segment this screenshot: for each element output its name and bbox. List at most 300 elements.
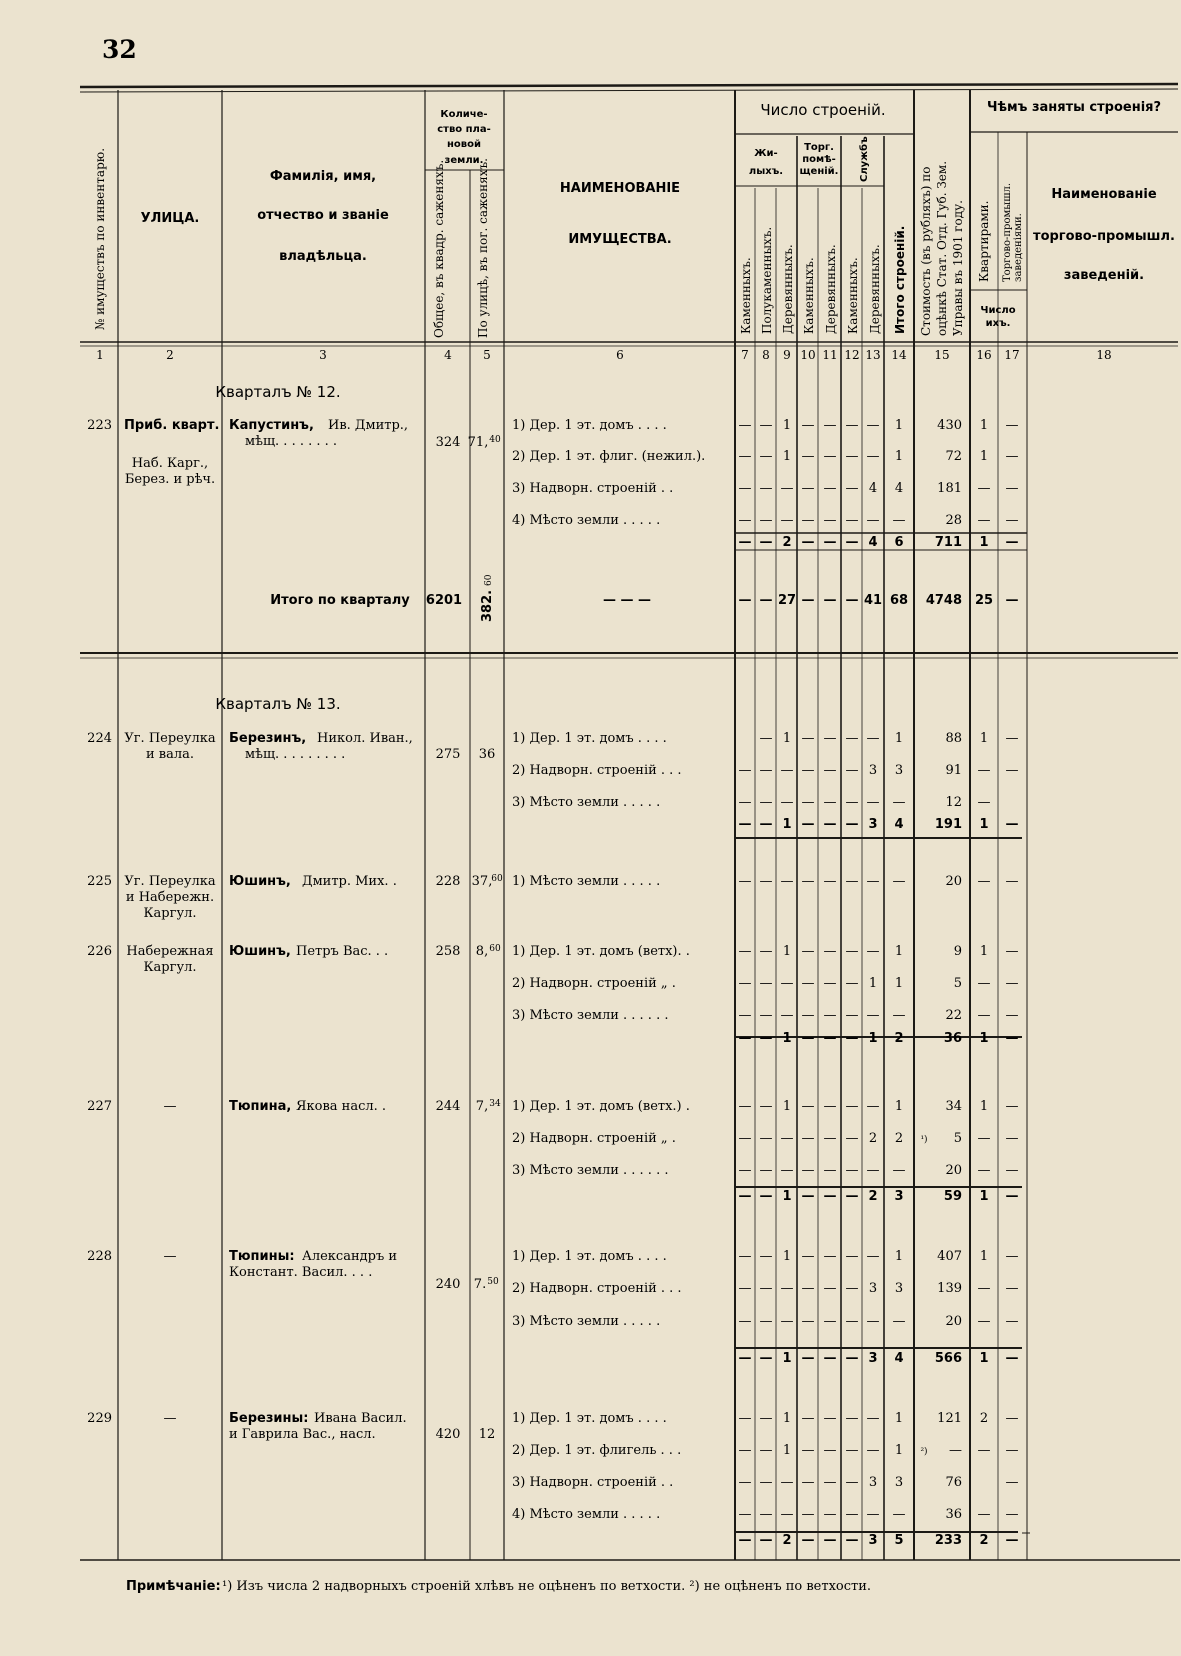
cell-d11: — bbox=[823, 817, 837, 832]
header-count-line2: ихъ. bbox=[985, 318, 1011, 329]
cell-d7: — bbox=[738, 535, 752, 550]
cell-d14: 6 bbox=[894, 535, 904, 550]
cell-d8: — bbox=[759, 1411, 773, 1426]
cell-d11: — bbox=[823, 1131, 837, 1146]
cell-d16: 1 bbox=[979, 418, 989, 433]
header-trade-line3: щеній. bbox=[799, 166, 839, 177]
cell-d7: — bbox=[738, 449, 752, 464]
cell-d16: 1 bbox=[979, 731, 989, 746]
table-rows bbox=[512, 418, 1019, 1548]
cell-d14: 1 bbox=[894, 1099, 904, 1114]
footnote-marker: ¹) bbox=[920, 1135, 928, 1145]
inventory-number: 223 bbox=[87, 418, 112, 433]
property-item: 3) Мѣсто земли . . . . . bbox=[512, 1314, 661, 1329]
cell-d12: — bbox=[845, 593, 859, 608]
cell-d16: 1 bbox=[979, 1249, 989, 1264]
cell-d10: — bbox=[801, 418, 815, 433]
header-property-line2: ИМУЩЕСТВА. bbox=[568, 232, 672, 247]
cell-d11: — bbox=[823, 535, 837, 550]
cell-d17: — bbox=[1005, 1189, 1019, 1204]
cell-d12: — bbox=[845, 1533, 859, 1548]
cell-d8: — bbox=[759, 418, 773, 433]
cell-d11: — bbox=[823, 976, 837, 991]
cell-d16: — bbox=[977, 513, 991, 528]
street-name: Уг. Переулка bbox=[124, 874, 216, 889]
property-item: 3) Мѣсто земли . . . . . . bbox=[512, 1163, 669, 1178]
cell-d17: — bbox=[1005, 976, 1019, 991]
property-item: 4) Мѣсто земли . . . . . bbox=[512, 513, 661, 528]
cell-d10: — bbox=[801, 1351, 815, 1366]
cell-d7: — bbox=[738, 1131, 752, 1146]
street-length-fraction: 34 bbox=[489, 1099, 501, 1109]
cell-d10: — bbox=[801, 1099, 815, 1114]
property-item: 3) Надворн. строеній . . bbox=[512, 481, 674, 496]
quarter-title: Кварталъ № 13. bbox=[215, 695, 341, 713]
cell-d9: 2 bbox=[782, 1533, 792, 1548]
cell-d9: — bbox=[780, 1314, 794, 1329]
cell-d14: 3 bbox=[894, 1475, 904, 1490]
street-name: Набережная bbox=[126, 944, 214, 959]
cell-d7: — bbox=[738, 795, 752, 810]
column-number: 2 bbox=[166, 348, 174, 362]
header-owner-line3: владѣльца. bbox=[279, 249, 367, 264]
cost-value: 5 bbox=[953, 1131, 962, 1146]
cost-value: 12 bbox=[945, 795, 962, 810]
cell-d8: — bbox=[759, 1163, 773, 1178]
header-col14: Итого строеній. bbox=[893, 225, 907, 334]
cell-d16: 2 bbox=[979, 1411, 989, 1426]
cell-d17: — bbox=[1005, 1507, 1019, 1522]
cell-d9: — bbox=[780, 795, 794, 810]
cell-d13: 3 bbox=[868, 1533, 878, 1548]
cell-d16: 1 bbox=[979, 1351, 989, 1366]
owner-status: мѣщ. . . . . . . . bbox=[245, 434, 338, 449]
cell-d12: — bbox=[845, 1314, 859, 1329]
cell-d13: — bbox=[866, 1314, 880, 1329]
cell-d14: 1 bbox=[894, 449, 904, 464]
cell-d14: 1 bbox=[894, 944, 904, 959]
cell-d8: — bbox=[759, 874, 773, 889]
cell-d13: — bbox=[866, 418, 880, 433]
cell-d14: 2 bbox=[894, 1131, 904, 1146]
header-col13: Деревянныхъ. bbox=[868, 244, 882, 334]
cost-value: 233 bbox=[934, 1533, 962, 1548]
header-inventory-number: № имуществъ по инвентарю. bbox=[93, 147, 107, 330]
cell-d17: — bbox=[1005, 513, 1019, 528]
cell-d9: 1 bbox=[782, 418, 792, 433]
cell-d9: — bbox=[780, 1163, 794, 1178]
cell-d13: 4 bbox=[868, 535, 878, 550]
cost-value: 4748 bbox=[925, 593, 962, 608]
owner-status: мѣщ. . . . . . . . . bbox=[245, 747, 346, 762]
cell-d7: — bbox=[738, 418, 752, 433]
cell-d14: 4 bbox=[894, 481, 904, 496]
street-name: Приб. кварт. bbox=[124, 418, 220, 433]
cost-value: 566 bbox=[934, 1351, 962, 1366]
street-length: 7. bbox=[473, 1277, 487, 1292]
cell-d13: — bbox=[866, 731, 880, 746]
property-item: 1) Мѣсто земли . . . . . bbox=[512, 874, 661, 889]
cell-d11: — bbox=[823, 1163, 837, 1178]
cell-d12: — bbox=[845, 1163, 859, 1178]
header-col9: Деревянныхъ. bbox=[781, 244, 795, 334]
cell-d9: — bbox=[780, 976, 794, 991]
cell-d17: — bbox=[1005, 731, 1019, 746]
cell-d17: — bbox=[1005, 1281, 1019, 1296]
cell-d9: 1 bbox=[782, 449, 792, 464]
owner-name: Ив. Дмитр., bbox=[328, 418, 409, 433]
header-col12: Каменныхъ. bbox=[846, 257, 860, 334]
header-residential-line2: лыхъ. bbox=[748, 166, 784, 177]
cell-d9: — bbox=[780, 1008, 794, 1023]
cell-d17: — bbox=[1005, 1314, 1019, 1329]
cell-d16: — bbox=[977, 1131, 991, 1146]
cell-d10: — bbox=[801, 1163, 815, 1178]
cell-d9: 1 bbox=[782, 817, 792, 832]
cell-d16: 1 bbox=[979, 1099, 989, 1114]
street-name-line2: Наб. Карг., bbox=[131, 456, 209, 471]
cell-d12: — bbox=[845, 763, 859, 778]
cell-d17: — bbox=[1005, 1475, 1019, 1490]
land-area: 228 bbox=[435, 874, 461, 889]
cell-d11: — bbox=[823, 1249, 837, 1264]
cell-d8: — bbox=[759, 763, 773, 778]
street-length: 7, bbox=[475, 1099, 489, 1114]
cell-d12: — bbox=[845, 1031, 859, 1046]
column-number: 16 bbox=[976, 348, 992, 362]
header-col17-line2: заведеніями. bbox=[1013, 213, 1024, 282]
cell-d16: — bbox=[977, 976, 991, 991]
cell-d9: — bbox=[780, 1475, 794, 1490]
property-item: 1) Дер. 1 эт. домъ . . . . bbox=[512, 418, 667, 433]
cell-d8: — bbox=[759, 795, 773, 810]
cell-d12: — bbox=[845, 1099, 859, 1114]
column-number: 6 bbox=[616, 348, 624, 362]
cost-value: 9 bbox=[953, 944, 962, 959]
cell-d13: 1 bbox=[868, 1031, 878, 1046]
cell-d8: — bbox=[759, 1314, 773, 1329]
cost-value: 36 bbox=[943, 1031, 962, 1046]
quarter-12 bbox=[87, 383, 501, 487]
cell-d12: — bbox=[845, 1475, 859, 1490]
cell-d11: — bbox=[823, 1314, 837, 1329]
cell-d11: — bbox=[823, 593, 837, 608]
quarter-total-dash: — — — bbox=[602, 593, 652, 608]
land-area: 240 bbox=[435, 1277, 461, 1292]
cell-d10: — bbox=[801, 817, 815, 832]
cell-d8: — bbox=[759, 449, 773, 464]
owner-name-line2: и Гаврила Вас., насл. bbox=[229, 1427, 376, 1442]
column-number: 10 bbox=[800, 348, 816, 362]
column-number: 17 bbox=[1004, 348, 1020, 362]
cell-d11: — bbox=[823, 1351, 837, 1366]
cell-d11: — bbox=[823, 1507, 837, 1522]
land-area: 244 bbox=[435, 1099, 461, 1114]
property-item: 2) Надворн. строеній „ . bbox=[512, 976, 676, 991]
street-name-line3: Берез. и рѣч. bbox=[124, 472, 216, 487]
cell-d13: — bbox=[866, 449, 880, 464]
cost-value: 91 bbox=[945, 763, 962, 778]
cell-d8: — bbox=[759, 731, 773, 746]
cell-d11: — bbox=[823, 731, 837, 746]
cell-d14: 68 bbox=[889, 593, 909, 608]
cell-d13: — bbox=[866, 1443, 880, 1458]
owner-name-line2: Констант. Васил. . . . bbox=[229, 1265, 373, 1280]
column-number: 11 bbox=[822, 348, 838, 362]
footnote-text: ¹) Изъ числа 2 надворныхъ строеній хлѣвъ не оцѣненъ по ветхости. ²) не оцѣненъ по ветхости. bbox=[222, 1579, 871, 1594]
cell-d14: 1 bbox=[894, 731, 904, 746]
cell-d10: — bbox=[801, 481, 815, 496]
cell-d11: — bbox=[823, 1189, 837, 1204]
property-item: 2) Дер. 1 эт. флигель . . . bbox=[512, 1443, 682, 1458]
owner-name: Никол. Иван., bbox=[317, 731, 413, 746]
cell-d13: 4 bbox=[868, 481, 878, 496]
cell-d10: — bbox=[801, 1131, 815, 1146]
cell-d13: — bbox=[866, 513, 880, 528]
cost-value: 181 bbox=[937, 481, 962, 496]
cell-d13: 3 bbox=[868, 763, 878, 778]
street-name: — bbox=[163, 1099, 177, 1114]
header-property-line1: НАИМЕНОВАНІЕ bbox=[559, 181, 681, 196]
cell-d9: 1 bbox=[782, 944, 792, 959]
cell-d11: — bbox=[823, 1475, 837, 1490]
cell-d11: — bbox=[823, 1533, 837, 1548]
cell-d17: — bbox=[1005, 593, 1019, 608]
inventory-number: 228 bbox=[87, 1249, 112, 1264]
cell-d11: — bbox=[823, 763, 837, 778]
street-name-line3: Каргул. bbox=[143, 906, 197, 921]
header-land-line1: Количе- bbox=[440, 109, 488, 120]
cell-d16: — bbox=[977, 481, 991, 496]
cell-d11: — bbox=[823, 795, 837, 810]
cell-d7: — bbox=[738, 1008, 752, 1023]
cell-d10: — bbox=[801, 1031, 815, 1046]
column-number: 15 bbox=[934, 348, 950, 362]
inventory-number: 224 bbox=[87, 731, 112, 746]
cell-d8: — bbox=[759, 1281, 773, 1296]
inventory-number: 225 bbox=[87, 874, 112, 889]
property-item: 2) Надворн. строеній . . . bbox=[512, 1281, 682, 1296]
cell-d13: — bbox=[866, 1507, 880, 1522]
cell-d16: — bbox=[977, 1443, 991, 1458]
street-length-fraction: 50 bbox=[487, 1277, 499, 1287]
cell-d16: 1 bbox=[979, 1189, 989, 1204]
cost-value: 191 bbox=[934, 817, 962, 832]
cell-d14: — bbox=[892, 1163, 906, 1178]
column-number: 9 bbox=[783, 348, 791, 362]
street-length-fraction: 60 bbox=[491, 874, 503, 884]
cost-value: 22 bbox=[945, 1008, 962, 1023]
inventory-number: 229 bbox=[87, 1411, 112, 1426]
cell-d11: — bbox=[823, 1008, 837, 1023]
cell-d13: 3 bbox=[868, 1281, 878, 1296]
cell-d14: — bbox=[892, 1008, 906, 1023]
cell-d14: 2 bbox=[894, 1031, 904, 1046]
cell-d17: — bbox=[1005, 1008, 1019, 1023]
cell-d11: — bbox=[823, 944, 837, 959]
cost-value: 76 bbox=[945, 1475, 962, 1490]
cost-value: 88 bbox=[945, 731, 962, 746]
property-item: 1) Дер. 1 эт. домъ . . . . bbox=[512, 1249, 667, 1264]
cell-d10: — bbox=[801, 1314, 815, 1329]
cost-value: 59 bbox=[943, 1189, 962, 1204]
header-land-line4: земли. bbox=[444, 155, 484, 166]
quarter-12-total bbox=[270, 574, 651, 622]
cost-value: 407 bbox=[937, 1249, 962, 1264]
cell-d9: 1 bbox=[782, 1411, 792, 1426]
cell-d13: 1 bbox=[868, 976, 878, 991]
cell-d7: — bbox=[738, 1099, 752, 1114]
cell-d10: — bbox=[801, 1281, 815, 1296]
inventory-number: 227 bbox=[87, 1099, 112, 1114]
cell-d8: — bbox=[759, 535, 773, 550]
street-name: — bbox=[163, 1249, 177, 1264]
street-length: 12 bbox=[478, 1427, 496, 1442]
cell-d13: — bbox=[866, 944, 880, 959]
cell-d13: — bbox=[866, 1249, 880, 1264]
cell-d16: — bbox=[977, 874, 991, 889]
page-number: 32 bbox=[102, 35, 137, 64]
cell-d17: — bbox=[1005, 817, 1019, 832]
cell-d11: — bbox=[823, 1281, 837, 1296]
cell-d9: — bbox=[780, 763, 794, 778]
cell-d14: 1 bbox=[894, 418, 904, 433]
cell-d9: — bbox=[780, 1281, 794, 1296]
cell-d14: 3 bbox=[894, 1281, 904, 1296]
header-residential-line1: Жи- bbox=[754, 148, 778, 159]
column-number: 7 bbox=[741, 348, 749, 362]
owner-name: Ивана Васил. bbox=[314, 1411, 407, 1426]
cell-d11: — bbox=[823, 1411, 837, 1426]
owner-surname: Капустинъ, bbox=[229, 418, 314, 433]
cell-d14: 1 bbox=[894, 976, 904, 991]
cell-d7: — bbox=[738, 944, 752, 959]
cell-d10: — bbox=[801, 1189, 815, 1204]
cell-d17: — bbox=[1005, 1443, 1019, 1458]
cell-d9: — bbox=[780, 1131, 794, 1146]
property-item: 2) Надворн. строеній „ . bbox=[512, 1131, 676, 1146]
cell-d7: — bbox=[738, 1507, 752, 1522]
cell-d9: 27 bbox=[777, 593, 797, 608]
cell-d8: — bbox=[759, 513, 773, 528]
property-item: 3) Мѣсто земли . . . . . bbox=[512, 795, 661, 810]
header-trade-line1: Торг. bbox=[804, 142, 834, 153]
header-land-total: Общее, въ квадр. саженяхъ. bbox=[432, 159, 446, 338]
cell-d17: — bbox=[1005, 1411, 1019, 1426]
header-street: УЛИЦА. bbox=[140, 211, 200, 226]
street-name: Уг. Переулка bbox=[124, 731, 216, 746]
cost-value: 36 bbox=[945, 1507, 962, 1522]
cell-d8: — bbox=[759, 1507, 773, 1522]
cell-d10: — bbox=[801, 1533, 815, 1548]
column-numbers bbox=[96, 348, 1111, 362]
cell-d13: — bbox=[866, 795, 880, 810]
cost-value: 711 bbox=[934, 535, 962, 550]
cell-d12: — bbox=[845, 1443, 859, 1458]
header-street-length: По улицѣ, въ пог. саженяхъ. bbox=[476, 158, 490, 338]
header-occupied: Чѣмъ заняты строенія? bbox=[986, 100, 1162, 115]
column-number: 3 bbox=[319, 348, 327, 362]
land-area: 420 bbox=[435, 1427, 461, 1442]
header-service: Службъ bbox=[859, 136, 870, 182]
cell-d10: — bbox=[801, 763, 815, 778]
header-col18-line1: Наименованіе bbox=[1051, 187, 1157, 202]
cell-d9: — bbox=[780, 874, 794, 889]
property-item: 1) Дер. 1 эт. домъ . . . . bbox=[512, 1411, 667, 1426]
cell-d12: — bbox=[845, 418, 859, 433]
header-trade-line2: помѣ- bbox=[802, 154, 836, 165]
cell-d14: — bbox=[892, 513, 906, 528]
cell-d9: — bbox=[780, 481, 794, 496]
owner-surname: Юшинъ, bbox=[229, 874, 291, 889]
cell-d12: — bbox=[845, 1507, 859, 1522]
quarter-total-street-length: 382. bbox=[480, 589, 495, 622]
footnote bbox=[126, 1579, 871, 1594]
cell-d7: — bbox=[738, 976, 752, 991]
land-area: 324 bbox=[435, 435, 461, 450]
cell-d17: — bbox=[1005, 1533, 1019, 1548]
cell-d16: 2 bbox=[979, 1533, 989, 1548]
cell-d7: — bbox=[738, 1411, 752, 1426]
header-owner-line2: отчество и званіе bbox=[257, 208, 389, 223]
cell-d10: — bbox=[801, 1411, 815, 1426]
street-length: 37, bbox=[471, 874, 493, 889]
header-col10: Каменныхъ. bbox=[802, 257, 816, 334]
cell-d11: — bbox=[823, 874, 837, 889]
cell-d7: — bbox=[738, 513, 752, 528]
cell-d7: — bbox=[738, 1475, 752, 1490]
cell-d12: — bbox=[845, 817, 859, 832]
cell-d17: — bbox=[1005, 1351, 1019, 1366]
cell-d16: 1 bbox=[979, 449, 989, 464]
cell-d7: — bbox=[738, 1351, 752, 1366]
header-land-line2: ство пла- bbox=[437, 124, 491, 135]
owner-name: Александръ и bbox=[302, 1249, 398, 1264]
owner-name: Якова насл. . bbox=[296, 1099, 387, 1114]
header-col18-line2: торгово-промышл. bbox=[1033, 229, 1175, 244]
cell-d7: — bbox=[738, 481, 752, 496]
cell-d13: — bbox=[866, 1008, 880, 1023]
cell-d7: — bbox=[738, 1031, 752, 1046]
cell-d12: — bbox=[845, 976, 859, 991]
cell-d8: — bbox=[759, 593, 773, 608]
property-item: 1) Дер. 1 эт. домъ (ветх.) . bbox=[512, 1099, 690, 1114]
cell-d8: — bbox=[759, 1249, 773, 1264]
street-length: 71, bbox=[467, 435, 489, 450]
column-number: 5 bbox=[483, 348, 491, 362]
cell-d14: 1 bbox=[894, 1411, 904, 1426]
property-item: 1) Дер. 1 эт. домъ (ветх). . bbox=[512, 944, 690, 959]
street-name: — bbox=[163, 1411, 177, 1426]
column-number: 4 bbox=[444, 348, 452, 362]
land-area: 275 bbox=[435, 747, 461, 762]
cell-d16: 25 bbox=[974, 593, 994, 608]
cell-d13: — bbox=[866, 1163, 880, 1178]
property-item: 2) Надворн. строеній . . . bbox=[512, 763, 682, 778]
header-col15-line2: оцѣнкѣ Стат. Отд. Губ. Зем. bbox=[935, 160, 949, 336]
cost-value: 20 bbox=[945, 874, 962, 889]
cell-d17: — bbox=[1005, 1249, 1019, 1264]
cell-d8: — bbox=[759, 1008, 773, 1023]
cell-d13: — bbox=[866, 874, 880, 889]
cell-d12: — bbox=[845, 1281, 859, 1296]
cell-d14: — bbox=[892, 1507, 906, 1522]
header-col7: Каменныхъ. bbox=[739, 257, 753, 334]
cell-d10: — bbox=[801, 1507, 815, 1522]
cell-d17: — bbox=[1005, 481, 1019, 496]
cost-value: 28 bbox=[945, 513, 962, 528]
column-number: 14 bbox=[891, 348, 907, 362]
